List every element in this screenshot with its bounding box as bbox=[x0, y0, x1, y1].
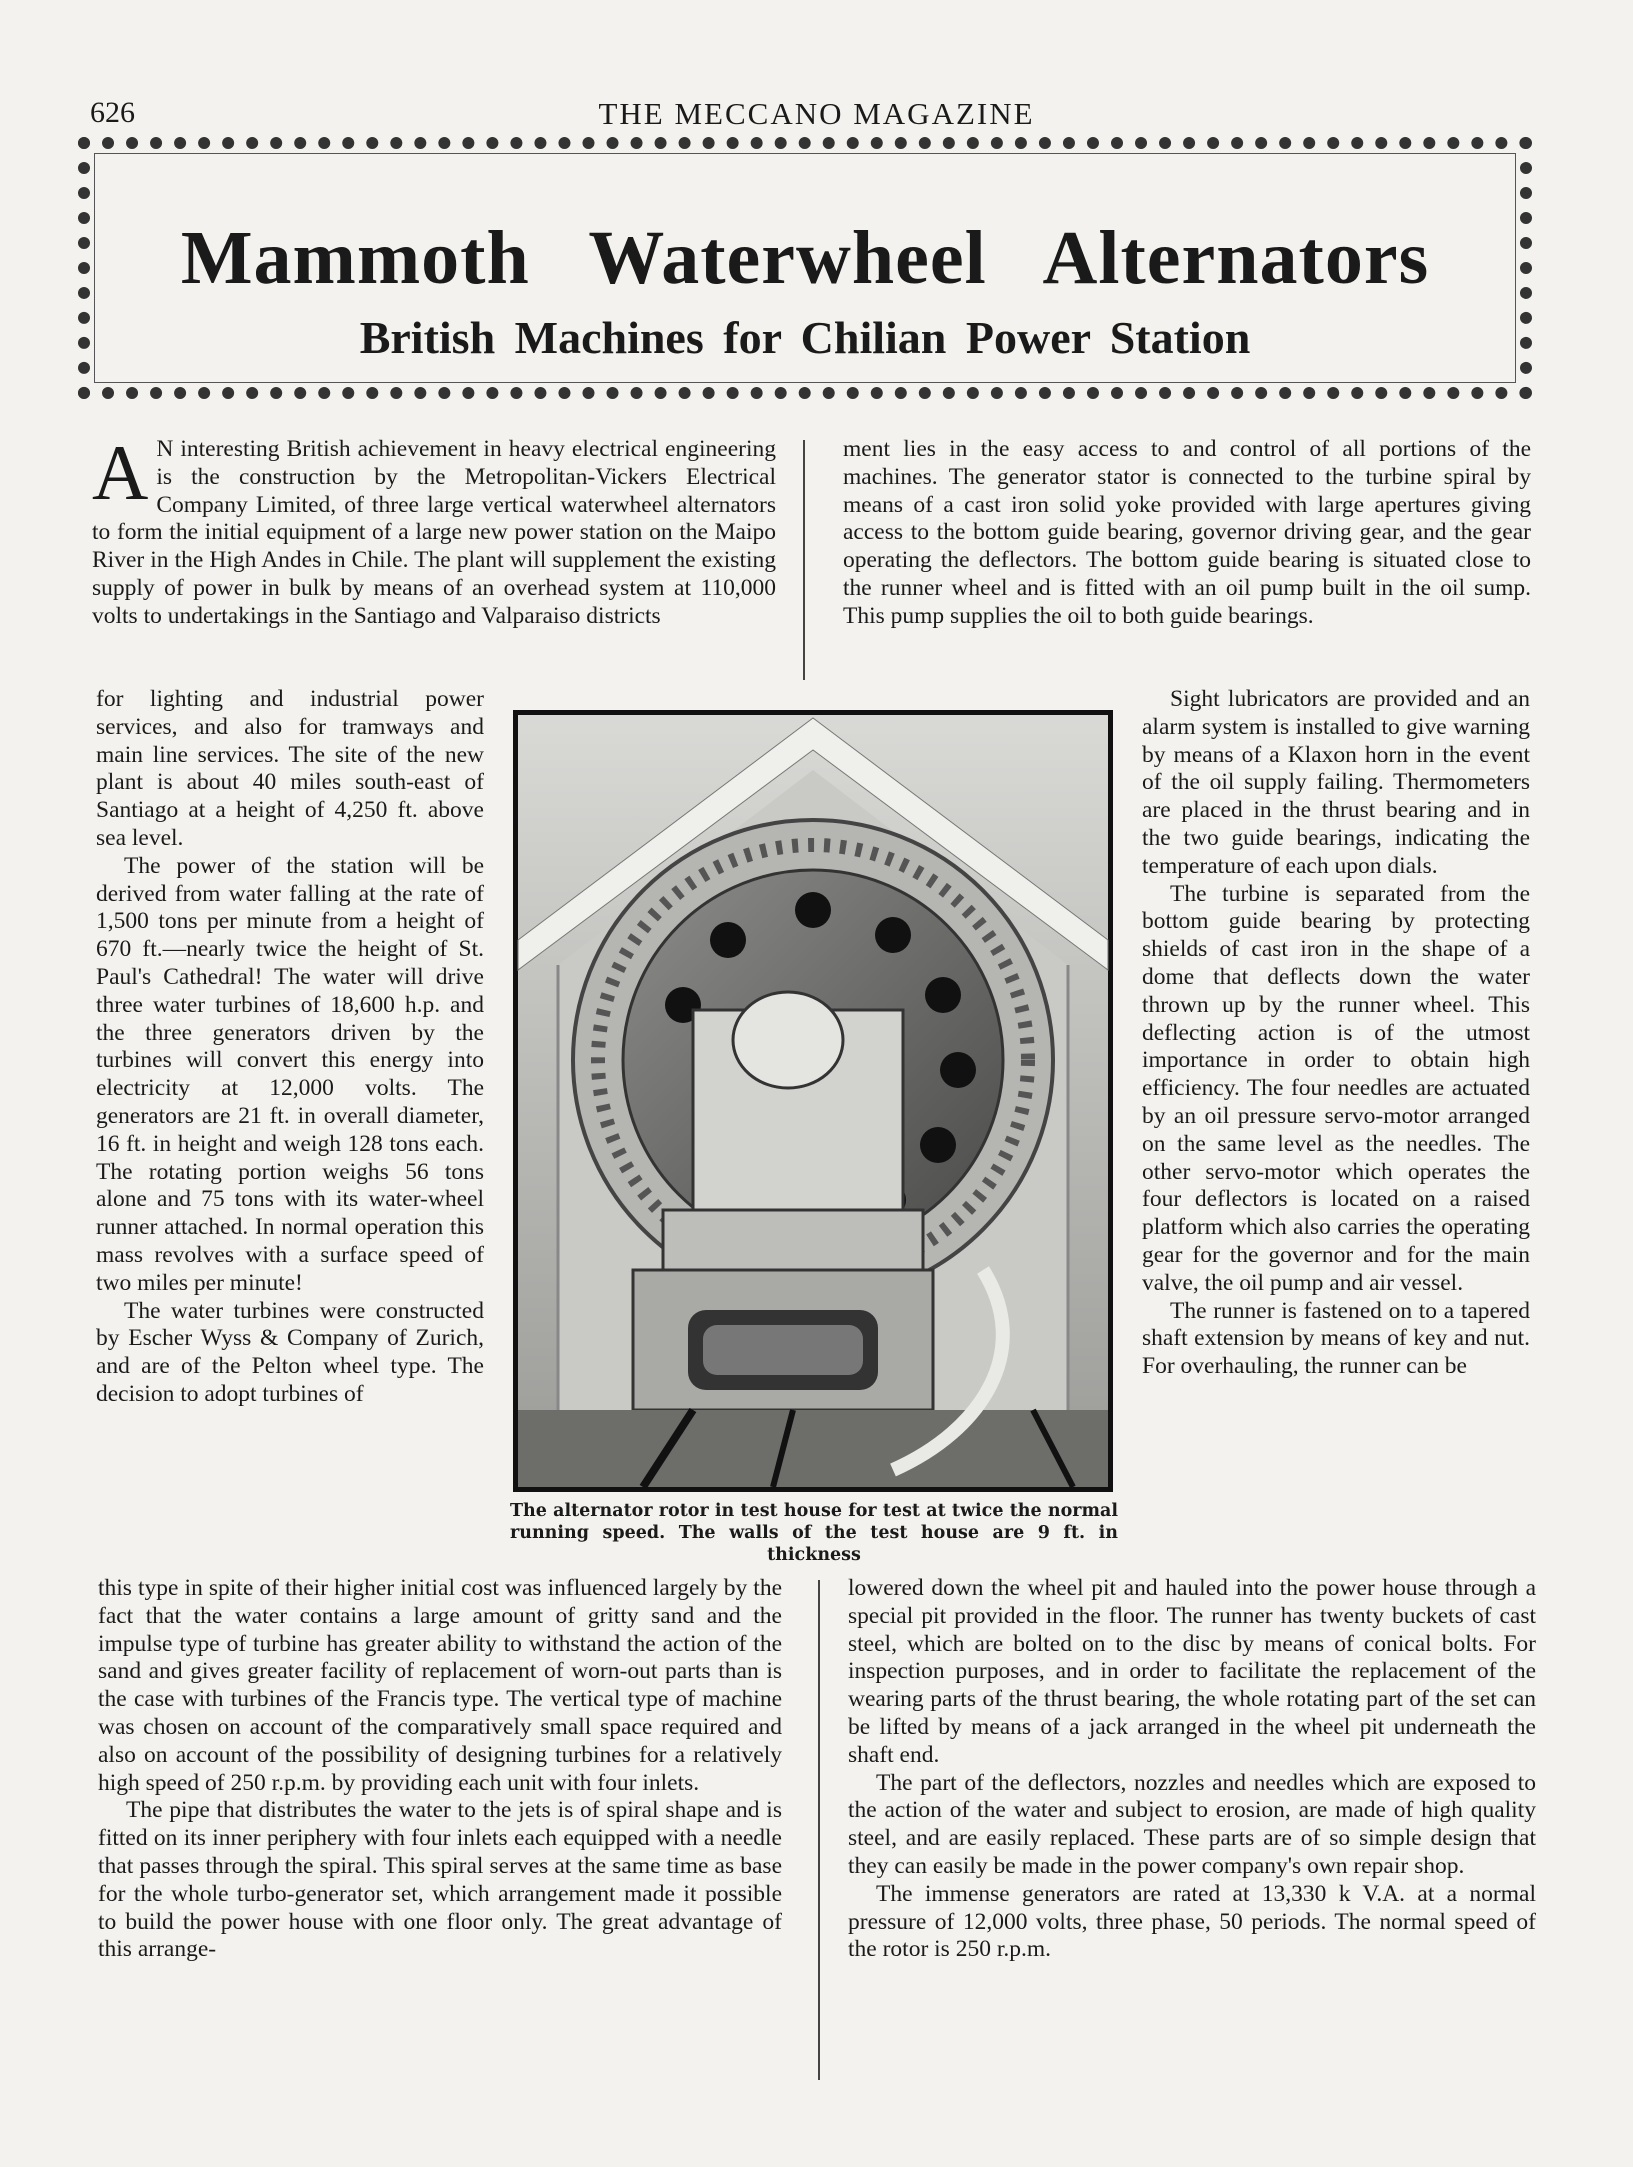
column-rule-top bbox=[803, 440, 805, 680]
left-narrow-paragraph-1: for lighting and industrial power services, and also for tramways and main line services. The site of the new plant is about 40 miles south-east of Santiago at a height of 4,250 ft. above sea level. bbox=[96, 686, 484, 851]
left-narrow-column bbox=[96, 686, 484, 1409]
right-top-column bbox=[843, 436, 1531, 631]
right-bottom-paragraph-3: The immense generators are rated at 13,330 k V.A. at a normal pressure of 12,000 volts, three phase, 50 periods. The normal speed of the rotor is 250 r.p.m. bbox=[848, 1880, 1536, 1963]
left-bottom-column bbox=[98, 1575, 782, 1964]
photo-illustration bbox=[513, 710, 1113, 1492]
right-narrow-paragraph-1: Sight lubricators are provided and an alarm system is installed to give warning by means of a Klaxon horn in the event of the oil supply failing. Thermometers are placed in the thrust bearing and in the two guide bearings, indicating the temperature of each upon dials. bbox=[1142, 686, 1530, 879]
intro-paragraph-block bbox=[92, 429, 776, 631]
left-narrow-paragraph-2: The power of the station will be derived from water falling at the rate of 1,500 tons per minute from a height of 670 ft.—nearly twice the height of St. Paul's Cathedral! The water will drive three water turbines of 18,600 h.p. and the three generators driven by the turbines will convert this energy into electricity at 12,000 volts. The generators are 21 ft. in overall diameter, 16 ft. in height and weigh 128 tons each. The rotating portion weighs 56 tons alone and 75 tons with its water-wheel runner attached. In normal operation this mass revolves with a surface speed of two miles per minute! bbox=[96, 852, 484, 1296]
intro-paragraph bbox=[92, 429, 776, 631]
article-title: Mammoth Waterwheel Alternators bbox=[180, 216, 1430, 300]
right-narrow-column bbox=[1142, 686, 1530, 1381]
article-subtitle: British Machines for Chilian Power Station bbox=[359, 312, 1251, 363]
left-bottom-paragraph-1: this type in spite of their higher initial cost was influenced largely by the fact that the water contains a large amount of gritty sand and the impulse type of turbine has greater ability to withstand the action of the sand and gives greater facility of replacement of worn-out parts than is the case with turbines of the Francis type. The vertical type of machine was chosen on account of the comparatively small space required and also on account of the possibility of designing turbines for a relatively high speed of 250 r.p.m. by providing each unit with four inlets. bbox=[98, 1575, 782, 1796]
right-top-paragraph: ment lies in the easy access to and control of all portions of the machines. The generator stator is connected to the turbine spiral by means of a cast iron solid yoke provided with large apertures giving access to the bottom guide bearing, governor driving gear, and the gear operating the deflectors. The bottom guide bearing is situated close to the runner wheel and is fitted with an oil pump built in the oil sump. This pump supplies the oil to both guide bearings. bbox=[843, 436, 1531, 629]
intro-text: N interesting British achievement in heavy electrical engineering is the construction by the Metropolitan-Vickers Electrical Company Limited, of three large vertical waterwheel alternators to form the initial equipment of a large new power station on the Maipo River in the High Andes in Chile. The plant will supplement the existing supply of power in bulk by means of an overhead system at 110,000 volts to undertakings in the Santiago and Valparaiso districts bbox=[92, 436, 776, 629]
magazine-title: THE MECCANO MAGAZINE bbox=[598, 96, 1035, 131]
right-bottom-paragraph-2: The part of the deflectors, nozzles and needles which are exposed to the action of the water and subject to erosion, are made of high quality steel, and are easily replaced. These parts are of so simple design that they can easily be made in the power company's own repair shop. bbox=[848, 1769, 1536, 1879]
column-rule-bottom bbox=[818, 1580, 820, 2080]
running-head bbox=[90, 96, 1543, 136]
right-bottom-paragraph-1: lowered down the wheel pit and hauled into the power house through a special pit provided in the floor. The runner has twenty buckets of cast steel, which are bolted on to the disc by means of conical bolts. For inspection purposes, and in order to facilitate the replacement of the wearing parts of the thrust bearing, the whole rotating part of the set can be lifted by means of a jack arranged in the wheel pit underneath the shaft end. bbox=[848, 1575, 1536, 1768]
right-narrow-paragraph-3: The runner is fastened on to a tapered shaft extension by means of key and nut. For overhauling, the runner can be bbox=[1142, 1297, 1530, 1380]
right-bottom-column bbox=[848, 1575, 1536, 1964]
left-bottom-paragraph-2: The pipe that distributes the water to the jets is of spiral shape and is fitted on its inner periphery with four inlets each equipped with a needle that passes through the spiral. This spiral serves at the same time as base for the whole turbo-generator set, which arrangement made it possible to build the power house with one floor only. The great advantage of this arrange- bbox=[98, 1797, 782, 1963]
left-narrow-paragraph-3: The water turbines were constructed by Escher Wyss & Company of Zurich, and are of the Pelton wheel type. The decision to adopt turbines of bbox=[96, 1297, 484, 1407]
right-narrow-paragraph-2: The turbine is separated from the bottom guide bearing by protecting shields of cast iron in the shape of a dome that deflects down the water thrown up by the runner wheel. This deflecting action is of the utmost importance in order to obtain high efficiency. The four needles are actuated by an oil pressure servo-motor arranged on the same level as the needles. The other servo-motor which operates the four deflectors is located on a raised platform which also carries the operating gear for the governor and for the main valve, the oil pump and air vessel. bbox=[1142, 880, 1530, 1296]
figure-caption: The alternator rotor in test house for test at twice the normal running speed. The walls of the test house are 9 ft. in thickness bbox=[510, 1501, 1118, 1565]
drop-cap: A bbox=[92, 429, 149, 516]
page-number: 626 bbox=[90, 96, 135, 129]
title-box bbox=[78, 137, 1532, 399]
alternator-rotor-photo bbox=[513, 710, 1113, 1492]
